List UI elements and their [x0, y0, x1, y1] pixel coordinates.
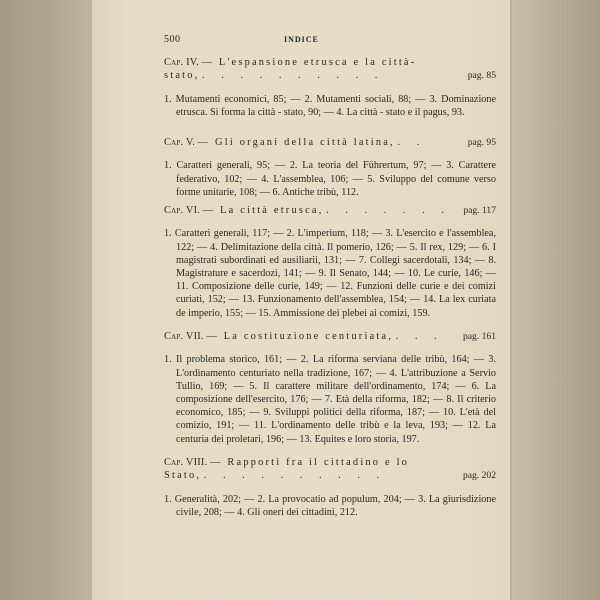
running-header	[164, 34, 496, 45]
chapter-title-text: — Gli organi della città latina,	[197, 137, 395, 148]
chapter-title	[164, 330, 496, 343]
chapter-contents: 1. Caratteri generali, 95; — 2. La teoria del Führertum, 97; — 3. Carattere federativo, 102; — 4. L'assemblea, 106; — 5. Sviluppo del comune verso forme unitarie, 108; — 6. Antiche tribù, 112.	[164, 160, 496, 198]
chapter-title-text-cont: stato,	[164, 70, 200, 82]
chapter-title-text: — Rapporti fra il cittadino e lo	[209, 457, 410, 468]
chapter-page-ref: pag. 95	[467, 137, 496, 148]
chapter-title-text: — La città etrusca,	[202, 205, 324, 216]
chapter-title	[164, 136, 496, 149]
chapter-number: Cap. IV.	[164, 57, 199, 68]
chapter-number: Cap. VIII.	[164, 457, 208, 468]
running-title: INDICE	[284, 35, 319, 44]
chapter-contents: 1. Caratteri generali, 117; — 2. L'imperium, 118; — 3. L'esercito e l'assemblea, 122; — 4. Delimitazione della città. Il pomerio, 126; — 5. Il rex, 129; — 6. I magistrati subordinati ed ausiliarii, 131; — 7. Collegi sacerdotali, 134; — 8. Magistrature e sacerdozi, 141; — 9. Il Senato, 144; — 10. Le curie, 146; — 11. Composizione delle curie, 149; — 12. Funzioni delle curie e dei comizi curiati, 152; — 13. Funzionamento dell'assemblea, 154; — 14. La lex curiata de imperio, 155; — 15. Ammissione dei plebei ai comizi, 159.	[164, 228, 496, 319]
leader-dots: . . .	[395, 331, 444, 342]
chapter-contents: 1. Mutamenti economici, 85; — 2. Mutamenti sociali, 88; — 3. Dominazione etrusca. Si forma la città - stato, 90; — 4. La città - stato e il pagus, 93.	[164, 93, 496, 119]
chapter-number: Cap. VII.	[164, 331, 204, 342]
chapter-vii	[164, 330, 496, 446]
chapter-number: Cap. VI.	[164, 205, 201, 216]
chapter-number: Cap. V.	[164, 137, 196, 148]
chapter-page-ref: pag. 202	[462, 470, 496, 482]
right-background	[510, 0, 600, 600]
book-page	[92, 0, 510, 600]
leader-dots: . . . . . . . . . .	[202, 70, 385, 82]
chapter-v	[164, 136, 496, 199]
leader-dots: . .	[397, 137, 427, 148]
page-number: 500	[164, 34, 181, 45]
chapter-page-ref: pag. 117	[463, 205, 496, 216]
chapter-title	[164, 56, 496, 83]
chapter-title-text: — La costituzione centuriata,	[206, 331, 394, 342]
chapter-contents: 1. Il problema storico, 161; — 2. La riforma serviana delle tribù, 164; — 3. L'ordinamento centuriato nella tradizione, 167; — 4. L'attribuzione a Servio Tullio, 169; — 5. Il carattere militare dell'ordinamento, 174; — 6. La composizione dell'esercito, 176; — 7. Età della riforma, 182; — 8. Il criterio economico, 185; — 9. Sviluppi politici della riforma, 187; — 10. L'età del comizio, 191; — 11. L'ordinamento delle tribù e la leva, 193; — 12. La centuria dei proletari, 196; — 13. Equites e loro storia, 197.	[164, 354, 496, 445]
chapter-title	[164, 204, 496, 217]
leader-dots: . . . . . . . . . .	[203, 470, 387, 482]
left-page-edge	[0, 0, 92, 600]
chapter-title-text-cont: Stato,	[164, 470, 202, 482]
chapter-title	[164, 456, 496, 483]
chapter-vi	[164, 204, 496, 320]
chapter-iv	[164, 56, 496, 119]
chapter-viii	[164, 456, 496, 519]
chapter-page-ref: pag. 85	[467, 70, 496, 82]
chapter-contents: 1. Generalità, 202; — 2. La provocatio ad populum, 204; — 3. La giurisdizione civile, 208; — 4. Gli oneri dei cittadini, 212.	[164, 493, 496, 519]
leader-dots: . . . . . . .	[326, 205, 451, 216]
chapter-page-ref: pag. 161	[462, 331, 496, 342]
chapter-title-text: — L'espansione etrusca e la città-	[201, 57, 417, 68]
